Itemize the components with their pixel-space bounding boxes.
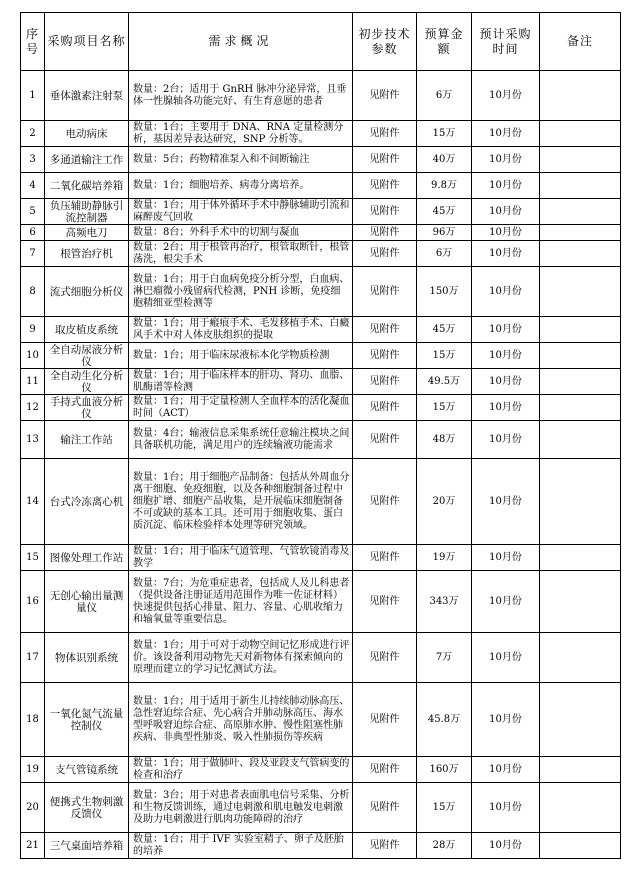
item-name: 支气管镜系统 (45, 757, 129, 783)
item-budget: 15万 (417, 121, 472, 147)
item-note (540, 199, 621, 225)
item-params: 见附件 (353, 267, 417, 317)
item-note (540, 459, 621, 545)
item-time: 10月份 (472, 199, 540, 225)
item-name: 取皮植皮系统 (45, 317, 129, 343)
item-note (540, 241, 621, 267)
item-name: 根管治疗机 (45, 241, 129, 267)
row-index: 18 (21, 683, 45, 757)
row-index: 21 (21, 833, 45, 859)
item-budget: 9.8万 (417, 173, 472, 199)
item-name: 垂体激素注射泵 (45, 71, 129, 121)
item-name: 负压辅助静脉引流控制器 (45, 199, 129, 225)
item-params: 见附件 (353, 783, 417, 833)
item-description: 数量：5台；药物精准泵入和不间断输注 (129, 147, 353, 173)
item-params: 见附件 (353, 633, 417, 683)
item-params: 见附件 (353, 71, 417, 121)
row-index: 6 (21, 225, 45, 241)
item-budget: 96万 (417, 225, 472, 241)
item-budget: 6万 (417, 241, 472, 267)
item-time: 10月份 (472, 317, 540, 343)
item-params: 见附件 (353, 343, 417, 369)
item-time: 10月份 (472, 343, 540, 369)
header-name: 采购项目名称 (45, 13, 129, 71)
item-time: 10月份 (472, 633, 540, 683)
item-params: 见附件 (353, 421, 417, 459)
item-params: 见附件 (353, 545, 417, 571)
header-params: 初步技术参数 (353, 13, 417, 71)
item-time: 10月份 (472, 459, 540, 545)
table-row (21, 459, 621, 545)
item-description: 数量：1台；用于瘢痕手术、毛发移植手术、白癜风手术中对人体皮肤组织的提取 (129, 317, 353, 343)
row-index: 4 (21, 173, 45, 199)
item-note (540, 173, 621, 199)
procurement-table (20, 12, 621, 859)
item-params: 见附件 (353, 833, 417, 859)
item-name: 高频电刀 (45, 225, 129, 241)
row-index: 2 (21, 121, 45, 147)
item-name: 全自动生化分析仪 (45, 369, 129, 395)
item-description: 数量：1台；用于适用于新生儿持续肺动脉高压、急性窘迫综合症、先心病合并肺动脉高压、海水型呼吸窘迫综合症、高原肺水肿、慢性阻塞性肺疾病、非典型性肺炎、吸入性肺损伤等疾病 (129, 683, 353, 757)
item-note (540, 783, 621, 833)
header-needs: 需求概况 (129, 13, 353, 71)
item-time: 10月份 (472, 683, 540, 757)
item-time: 10月份 (472, 369, 540, 395)
table-row (21, 225, 621, 241)
item-note (540, 571, 621, 633)
item-description: 数量：2台；用于根管再治疗，根管取断针，根管荡洗，根尖手术 (129, 241, 353, 267)
item-name: 一氧化氮气流量控制仪 (45, 683, 129, 757)
row-index: 16 (21, 571, 45, 633)
item-description: 数量：1台；用于白血病免疫分析分型，白血病、淋巴瘤微小残留病代检测，PNH 诊断，免疫细胞精细亚型检测等 (129, 267, 353, 317)
table-row (21, 571, 621, 633)
item-time: 10月份 (472, 783, 540, 833)
item-description: 数量：8台；外科手术中的切割与凝血 (129, 225, 353, 241)
item-time: 10月份 (472, 395, 540, 421)
table-row (21, 267, 621, 317)
table-row (21, 683, 621, 757)
table-row (21, 633, 621, 683)
table-row (21, 71, 621, 121)
table-row (21, 121, 621, 147)
item-params: 见附件 (353, 683, 417, 757)
item-budget: 45万 (417, 199, 472, 225)
item-time: 10月份 (472, 267, 540, 317)
item-description: 数量：1台；细胞培养、病毒分离培养。 (129, 173, 353, 199)
row-index: 8 (21, 267, 45, 317)
item-params: 见附件 (353, 369, 417, 395)
item-budget: 19万 (417, 545, 472, 571)
table-row (21, 783, 621, 833)
item-note (540, 395, 621, 421)
item-name: 二氧化碳培养箱 (45, 173, 129, 199)
row-index: 17 (21, 633, 45, 683)
item-time: 10月份 (472, 225, 540, 241)
item-name: 输注工作站 (45, 421, 129, 459)
table-row (21, 241, 621, 267)
table-row (21, 395, 621, 421)
item-budget: 48万 (417, 421, 472, 459)
item-budget: 6万 (417, 71, 472, 121)
item-params: 见附件 (353, 225, 417, 241)
item-budget: 343万 (417, 571, 472, 633)
item-time: 10月份 (472, 241, 540, 267)
item-time: 10月份 (472, 833, 540, 859)
item-note (540, 833, 621, 859)
item-name: 便携式生物刺激反馈仪 (45, 783, 129, 833)
item-note (540, 317, 621, 343)
item-params: 见附件 (353, 317, 417, 343)
table-row (21, 317, 621, 343)
item-note (540, 369, 621, 395)
item-note (540, 267, 621, 317)
item-time: 10月份 (472, 173, 540, 199)
item-budget: 49.5万 (417, 369, 472, 395)
table-row (21, 421, 621, 459)
item-params: 见附件 (353, 757, 417, 783)
table-row (21, 173, 621, 199)
item-note (540, 545, 621, 571)
item-note (540, 225, 621, 241)
item-name: 三气桌面培养箱 (45, 833, 129, 859)
item-name: 流式细胞分析仪 (45, 267, 129, 317)
item-description: 数量：1台；用于临床样本的肝功、肾功、血脂、肌酶谱等检测 (129, 369, 353, 395)
item-budget: 40万 (417, 147, 472, 173)
table-row (21, 833, 621, 859)
item-description: 数量：1台；用于 IVF 实验室精子、卵子及胚胎的培养 (129, 833, 353, 859)
item-note (540, 147, 621, 173)
row-index: 12 (21, 395, 45, 421)
item-budget: 15万 (417, 395, 472, 421)
item-note (540, 633, 621, 683)
table-row (21, 343, 621, 369)
item-name: 多通道输注工作 (45, 147, 129, 173)
item-note (540, 343, 621, 369)
table-row (21, 147, 621, 173)
item-note (540, 757, 621, 783)
row-index: 10 (21, 343, 45, 369)
item-description: 数量：1台；主要用于 DNA、RNA 定量检测分析，基因差异表达研究，SNP 分析等。 (129, 121, 353, 147)
item-time: 10月份 (472, 121, 540, 147)
item-budget: 15万 (417, 783, 472, 833)
table-header-row (21, 13, 621, 71)
header-note: 备注 (540, 13, 621, 71)
row-index: 14 (21, 459, 45, 545)
item-time: 10月份 (472, 545, 540, 571)
item-params: 见附件 (353, 241, 417, 267)
item-name: 电动病床 (45, 121, 129, 147)
item-description: 数量：2台；适用于 GnRH 脉冲分泌异常，且垂体一性腺轴各功能完好、有生育意愿的患者 (129, 71, 353, 121)
item-time: 10月份 (472, 421, 540, 459)
item-time: 10月份 (472, 71, 540, 121)
item-name: 台式冷冻离心机 (45, 459, 129, 545)
item-name: 全自动尿液分析仪 (45, 343, 129, 369)
row-index: 7 (21, 241, 45, 267)
item-budget: 7万 (417, 633, 472, 683)
item-budget: 45万 (417, 317, 472, 343)
item-name: 无创心输出量测量仪 (45, 571, 129, 633)
item-name: 手持式血液分析仪 (45, 395, 129, 421)
header-budget: 预算金额 (417, 13, 472, 71)
table-row (21, 199, 621, 225)
row-index: 3 (21, 147, 45, 173)
item-description: 数量：7台；为危重症患者，包括成人及儿科患者（提供设备注册证适用范围作为唯一佐证材料）快速提供包括心排量、阻力、容量、心肌收缩力和输氧量等重要信息。 (129, 571, 353, 633)
item-budget: 160万 (417, 757, 472, 783)
item-description: 数量：1台；用于临床气道管理、气管软镜消毒及教学 (129, 545, 353, 571)
row-index: 20 (21, 783, 45, 833)
header-seq: 序号 (21, 13, 45, 71)
row-index: 11 (21, 369, 45, 395)
item-description: 数量：1台；用于可对于动物空间记忆形成进行评价。该设备利用动物先天对新物体有探索倾向的原理而建立的学习记忆测试方法。 (129, 633, 353, 683)
item-time: 10月份 (472, 571, 540, 633)
table-row (21, 369, 621, 395)
table-row (21, 757, 621, 783)
item-params: 见附件 (353, 121, 417, 147)
header-time: 预计采购时间 (472, 13, 540, 71)
row-index: 13 (21, 421, 45, 459)
item-params: 见附件 (353, 459, 417, 545)
item-params: 见附件 (353, 199, 417, 225)
item-budget: 45.8万 (417, 683, 472, 757)
item-description: 数量：1台；用于做肺叶、段及亚段支气管病变的检查和治疗 (129, 757, 353, 783)
item-description: 数量：1台；用于定量检测人全血样本的活化凝血时间（ACT） (129, 395, 353, 421)
item-name: 图像处理工作站 (45, 545, 129, 571)
item-description: 数量：1台；用于临床尿液标本化学物质检测 (129, 343, 353, 369)
item-params: 见附件 (353, 395, 417, 421)
item-description: 数量：1台；用于体外循环手术中静脉辅助引流和麻醉废气回收 (129, 199, 353, 225)
item-description: 数量：4台；输液信息采集系统任意输注模块之间具备联机功能，满足用户的连续输液功能需求 (129, 421, 353, 459)
row-index: 5 (21, 199, 45, 225)
item-time: 10月份 (472, 757, 540, 783)
row-index: 9 (21, 317, 45, 343)
item-note (540, 121, 621, 147)
row-index: 1 (21, 71, 45, 121)
item-description: 数量：3台；用于对患者表面肌电信号采集、分析和生物反馈训练，通过电刺激和肌电触发电刺激及助力电刺激进行肌肉功能障碍的治疗 (129, 783, 353, 833)
item-params: 见附件 (353, 173, 417, 199)
item-name: 物体识别系统 (45, 633, 129, 683)
item-budget: 150万 (417, 267, 472, 317)
row-index: 15 (21, 545, 45, 571)
item-budget: 15万 (417, 343, 472, 369)
row-index: 19 (21, 757, 45, 783)
item-note (540, 71, 621, 121)
item-budget: 20万 (417, 459, 472, 545)
item-params: 见附件 (353, 147, 417, 173)
item-time: 10月份 (472, 147, 540, 173)
table-row (21, 545, 621, 571)
item-note (540, 683, 621, 757)
item-description: 数量：1台；用于细胞产品制备：包括从外周血分离干细胞、免疫细胞，以及各种细胞制备过程中细胞扩增、细胞产品收集，是开展临床细胞制备不可或缺的基本工具。还可用于细胞收集、蛋白质沉淀、临床检验样本处理等研究领域。 (129, 459, 353, 545)
item-note (540, 421, 621, 459)
item-params: 见附件 (353, 571, 417, 633)
item-budget: 28万 (417, 833, 472, 859)
